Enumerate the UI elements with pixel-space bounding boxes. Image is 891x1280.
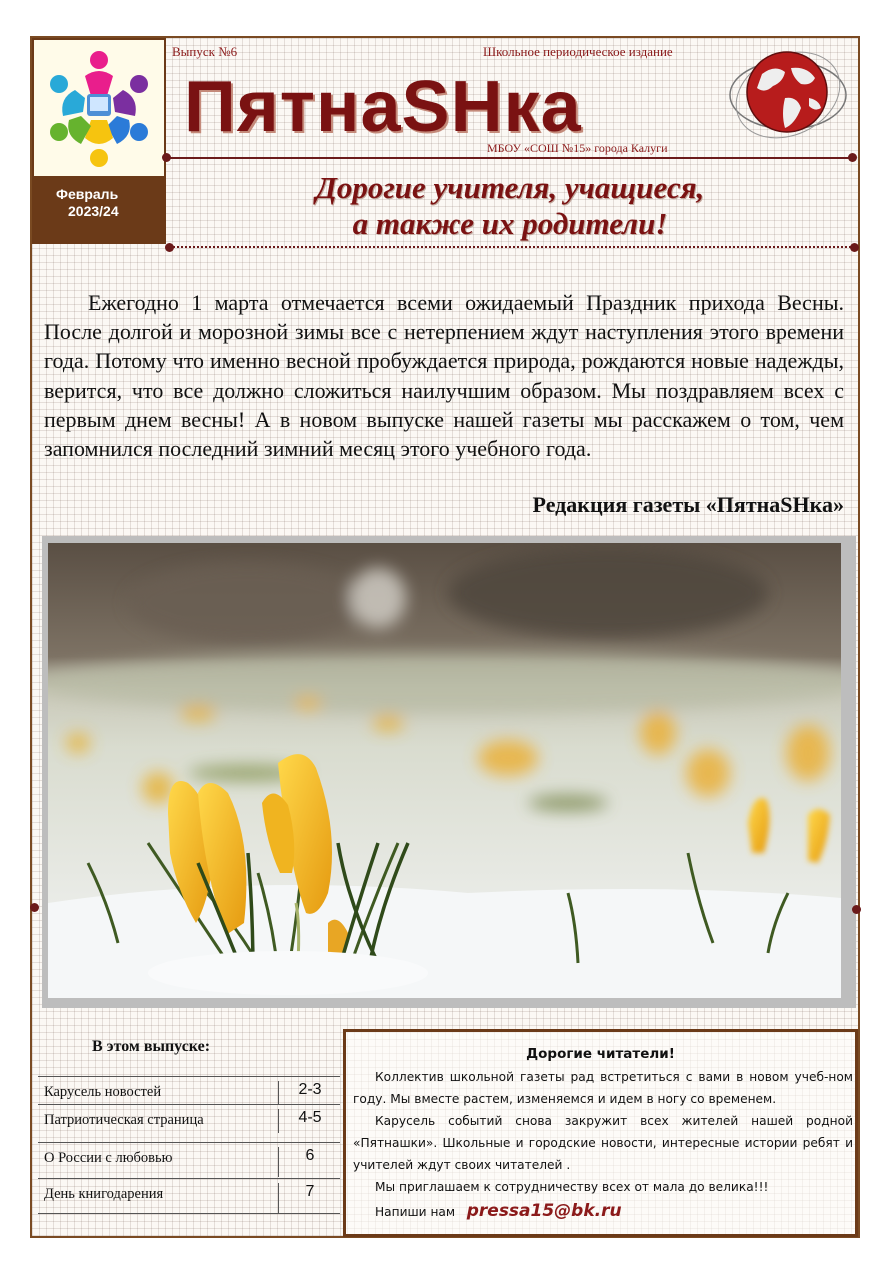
toc-item-pages: 2-3 — [278, 1081, 341, 1105]
children-circle-logo-icon — [34, 40, 164, 176]
readers-paragraph-2: Карусель событий снова закружит всех жителей нашей родной «Пятнашки». Школьные и городские новости, интересные истории ребят и учителей ждут своих читателей . — [353, 1114, 853, 1172]
readers-message-box — [343, 1029, 858, 1237]
write-us-label: Напиши нам — [375, 1205, 456, 1219]
contact-email-link[interactable]: pressa15@bk.ru — [466, 1201, 622, 1221]
toc-item-pages: 7 — [278, 1183, 341, 1213]
divider-dot — [30, 903, 39, 912]
issue-month: Февраль — [56, 186, 119, 202]
toc-item — [38, 1178, 340, 1214]
crocus-in-snow-photo — [48, 543, 841, 998]
periodical-label: Школьное периодическое издание — [483, 44, 673, 59]
greeting-divider — [170, 246, 854, 248]
toc-item — [38, 1142, 340, 1177]
divider-dot — [850, 243, 859, 252]
divider-dot — [852, 905, 861, 914]
newspaper-title: ПятнаSHка — [184, 67, 582, 147]
toc-item — [38, 1104, 340, 1133]
globe-icon — [727, 42, 849, 148]
issue-year: 2023/24 — [68, 203, 119, 219]
divider-dot — [848, 153, 857, 162]
divider-dot — [165, 243, 174, 252]
toc-item-name: Карусель новостей — [44, 1084, 162, 1100]
toc-item-name: Патриотическая страница — [44, 1112, 204, 1128]
greeting-heading — [170, 170, 850, 242]
divider-dot — [162, 153, 171, 162]
toc-item-name: День книгодарения — [44, 1186, 164, 1202]
greeting-line-1: Дорогие учителя, учащиеся, — [315, 170, 705, 205]
toc-item-pages: 6 — [278, 1147, 341, 1177]
article-signature: Редакция газеты «ПятнаSHка» — [532, 492, 844, 517]
readers-paragraph-3: Мы приглашаем к сотрудничеству всех от мала до велика!!! — [375, 1180, 769, 1194]
logo-box — [32, 38, 166, 178]
contact-line — [375, 1200, 875, 1223]
readers-paragraph-1: Коллектив школьной газеты рад встретиться с вами в новом учеб-ном году. Мы вместе растем, изменяемся и идем в ногу со временем. — [353, 1070, 853, 1106]
issue-date-box — [32, 178, 166, 244]
school-name: МБОУ «СОШ №15» города Калуги — [487, 141, 668, 155]
readers-title: Дорогие читатели! — [526, 1046, 675, 1062]
toc-item-name: О России с любовью — [44, 1150, 173, 1166]
toc-title: В этом выпуске: — [92, 1038, 211, 1055]
article-text: Ежегодно 1 марта отмечается всеми ожидаемый Праздник прихода Весны. После долгой и морозной зимы все с нетерпением ждут наступления этого времени года. Потому что именно весной пробуждается природа, рождаются новые надежды, верится, что все должно сложиться наилучшим образом. Мы поздравляем всех с первым днем весны! А в новом выпуске нашей газеты мы расскажем о том, чем запомнился последний зимний месяц этого учебного года. — [44, 290, 844, 462]
toc-item-pages: 4-5 — [278, 1109, 341, 1133]
greeting-line-2: а также их родители! — [352, 206, 668, 241]
issue-number: Выпуск №6 — [172, 44, 238, 59]
toc-item — [38, 1076, 340, 1105]
header-divider — [168, 157, 853, 159]
